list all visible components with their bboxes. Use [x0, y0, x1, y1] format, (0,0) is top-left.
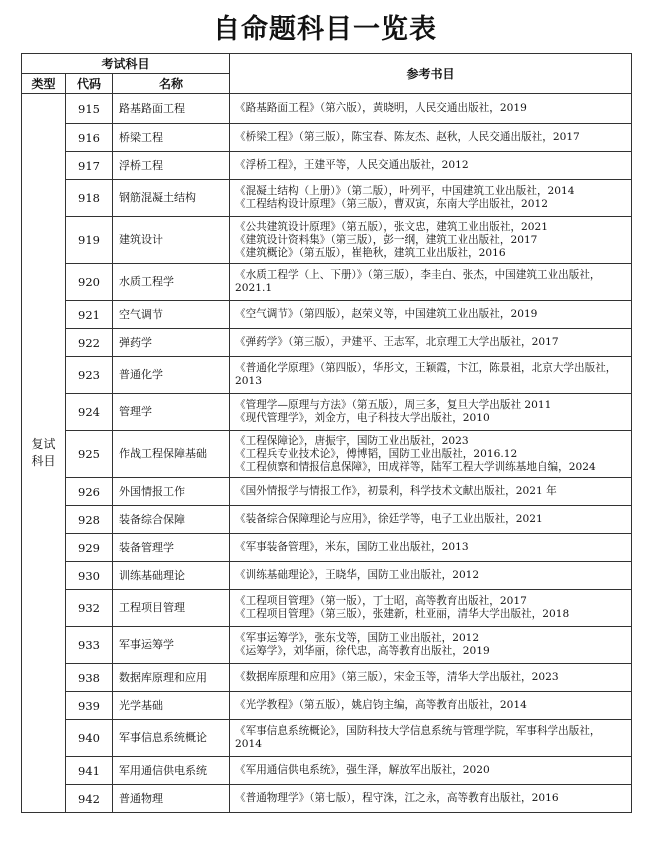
- table-row: [22, 785, 632, 813]
- subject-code: 923: [66, 357, 113, 394]
- table-row: [22, 124, 632, 152]
- table-row: [22, 152, 632, 180]
- reference-book: 《浮桥工程》，王建平等，人民交通出版社，2012: [235, 159, 469, 171]
- subject-name: 普通化学: [113, 357, 230, 394]
- reference-books: [230, 152, 632, 180]
- subject-name: 工程项目管理: [113, 590, 230, 627]
- subject-code: 924: [66, 394, 113, 431]
- subject-table: [21, 53, 632, 813]
- subject-code: 928: [66, 506, 113, 534]
- table-row: [22, 94, 632, 124]
- subject-name: 装备管理学: [113, 534, 230, 562]
- reference-book: 《工程保障论》，唐振宇，国防工业出版社，2023: [235, 434, 469, 447]
- table-row: [22, 757, 632, 785]
- subject-code: 919: [66, 217, 113, 264]
- table-row: [22, 431, 632, 478]
- subject-code: 922: [66, 329, 113, 357]
- reference-book: 《管理学—原理与方法》（第五版），周三多，复旦大学出版社 2011: [235, 399, 552, 411]
- reference-books: [230, 357, 632, 394]
- subject-name: 军事信息系统概论: [113, 720, 230, 757]
- code-header: 代码: [66, 74, 113, 94]
- subject-code: 921: [66, 301, 113, 329]
- subject-name: 钢筋混凝土结构: [113, 180, 230, 217]
- table-row: [22, 478, 632, 506]
- reference-books: [230, 720, 632, 757]
- reference-book: 《建筑设计资料集》（第三版），彭一纲，建筑工业出版社，2017: [235, 233, 538, 246]
- subject-name: 数据库原理和应用: [113, 664, 230, 692]
- subject-name: 弹药学: [113, 329, 230, 357]
- subject-name: 空气调节: [113, 301, 230, 329]
- reference-book: 《混凝土结构（上册）》（第二版），叶列平，中国建筑工业出版社，2014: [235, 185, 575, 197]
- reference-book: 《建筑概论》（第五版），崔艳秋，建筑工业出版社，2016: [235, 246, 506, 259]
- reference-book: 《普通化学原理》（第四版），华彤文，王颖霞，卞江，陈景祖，北京大学出版社，2013: [235, 362, 617, 387]
- subject-code: 932: [66, 590, 113, 627]
- subject-name: 外国情报工作: [113, 478, 230, 506]
- reference-book: 《军事装备管理》，米东，国防工业出版社，2013: [235, 541, 469, 553]
- reference-books: [230, 506, 632, 534]
- table-row: [22, 627, 632, 664]
- reference-book: 《桥梁工程》（第三版），陈宝春、陈友杰、赵秋，人民交通出版社，2017: [235, 131, 580, 143]
- reference-book: 《路基路面工程》（第六版），黄晓明，人民交通出版社，2019: [235, 102, 527, 114]
- reference-books: [230, 301, 632, 329]
- reference-books: [230, 785, 632, 813]
- subject-name: 浮桥工程: [113, 152, 230, 180]
- reference-books: [230, 94, 632, 124]
- subject-code: 926: [66, 478, 113, 506]
- table-row: [22, 180, 632, 217]
- table-row: [22, 720, 632, 757]
- subject-name: 水质工程学: [113, 264, 230, 301]
- subject-code: 920: [66, 264, 113, 301]
- type-header: 类型: [22, 74, 66, 94]
- references-header: 参考书目: [230, 54, 632, 94]
- subject-code: 917: [66, 152, 113, 180]
- subject-name: 军事运筹学: [113, 627, 230, 664]
- reference-book: 《训练基础理论》，王晓华，国防工业出版社，2012: [235, 569, 480, 581]
- name-header: 名称: [113, 74, 230, 94]
- table-row: [22, 357, 632, 394]
- reference-books: [230, 217, 632, 264]
- reference-book: 《装备综合保障理论与应用》，徐廷学等，电子工业出版社，2021: [235, 513, 543, 525]
- reference-book: 《公共建筑设计原理》（第五版），张文忠，建筑工业出版社，2021: [235, 220, 549, 233]
- table-row: [22, 534, 632, 562]
- subject-name: 路基路面工程: [113, 94, 230, 124]
- table-row: [22, 692, 632, 720]
- subject-name: 建筑设计: [113, 217, 230, 264]
- table-row: [22, 264, 632, 301]
- subject-name: 管理学: [113, 394, 230, 431]
- reference-book: 《弹药学》（第三版），尹建平、王志军，北京理工大学出版社，2017: [235, 336, 559, 348]
- exam-subject-header: 考试科目: [22, 54, 230, 74]
- page-title: 自命题科目一览表: [213, 14, 437, 45]
- subject-code: 915: [66, 94, 113, 124]
- reference-book: 《工程项目管理》（第三版），张建新，杜亚丽，清华大学出版社，2018: [235, 608, 570, 620]
- table-row: [22, 301, 632, 329]
- reference-book: 《普通物理学》（第七版），程守洙，江之永，高等教育出版社，2016: [235, 792, 559, 804]
- subject-code: 925: [66, 431, 113, 478]
- reference-books: [230, 478, 632, 506]
- reference-book: 《工程结构设计原理》（第三版），曹双寅，东南大学出版社，2012: [235, 198, 549, 210]
- table-row: [22, 562, 632, 590]
- table-row: [22, 394, 632, 431]
- subject-name: 光学基础: [113, 692, 230, 720]
- reference-book: 《军事运筹学》，张东戈等，国防工业出版社，2012: [235, 632, 480, 644]
- reference-book: 《水质工程学（上、下册）》（第三版），李圭白、张杰，中国建筑工业出版社，2021.1: [235, 269, 601, 294]
- reference-books: [230, 692, 632, 720]
- subject-code: 933: [66, 627, 113, 664]
- category-cell: 复试 科目: [22, 94, 66, 813]
- reference-book: 《国外情报学与情报工作》，初景利，科学技术文献出版社，2021 年: [235, 485, 557, 497]
- subject-name: 军用通信供电系统: [113, 757, 230, 785]
- subject-code: 916: [66, 124, 113, 152]
- table-row: [22, 506, 632, 534]
- reference-books: [230, 757, 632, 785]
- table-row: [22, 329, 632, 357]
- subject-code: 941: [66, 757, 113, 785]
- subject-code: 929: [66, 534, 113, 562]
- reference-book: 《现代管理学》，刘金方，电子科技大学出版社，2010: [235, 412, 490, 424]
- table-row: [22, 217, 632, 264]
- subject-name: 桥梁工程: [113, 124, 230, 152]
- reference-book: 《运筹学》，刘华丽，徐代忠，高等教育出版社，2019: [235, 645, 490, 657]
- subject-name: 普通物理: [113, 785, 230, 813]
- reference-books: [230, 627, 632, 664]
- reference-book: 《军事信息系统概论》，国防科技大学信息系统与管理学院，军事科学出版社，2014: [235, 725, 601, 750]
- reference-book: 《光学教程》（第五版），姚启钧主编，高等教育出版社，2014: [235, 699, 527, 711]
- reference-book: 《数据库原理和应用》（第三版），宋金玉等，清华大学出版社，2023: [235, 671, 559, 683]
- subject-code: 918: [66, 180, 113, 217]
- reference-book: 《工程侦察和情报信息保障》，田成祥等，陆军工程大学训练基地自编，2024: [235, 460, 596, 473]
- reference-books: [230, 534, 632, 562]
- subject-name: 训练基础理论: [113, 562, 230, 590]
- table-row: [22, 590, 632, 627]
- subject-code: 940: [66, 720, 113, 757]
- subject-code: 930: [66, 562, 113, 590]
- subject-name: 作战工程保障基础: [113, 431, 230, 478]
- subject-name: 装备综合保障: [113, 506, 230, 534]
- subject-code: 942: [66, 785, 113, 813]
- subject-code: 939: [66, 692, 113, 720]
- reference-book: 《军用通信供电系统》，强生泽，解放军出版社，2020: [235, 764, 490, 776]
- reference-books: [230, 264, 632, 301]
- reference-book: 《工程项目管理》（第一版），丁士昭，高等教育出版社，2017: [235, 595, 527, 607]
- reference-books: [230, 394, 632, 431]
- reference-books: [230, 590, 632, 627]
- reference-books: [230, 664, 632, 692]
- subject-code: 938: [66, 664, 113, 692]
- reference-books: [230, 562, 632, 590]
- reference-book: 《工程兵专业技术论》，傅博韬，国防工业出版社，2016.12: [235, 447, 518, 460]
- reference-books: [230, 431, 632, 478]
- table-body: [22, 94, 632, 813]
- table-row: [22, 664, 632, 692]
- reference-book: 《空气调节》（第四版），赵荣义等，中国建筑工业出版社，2019: [235, 308, 538, 320]
- reference-books: [230, 180, 632, 217]
- reference-books: [230, 329, 632, 357]
- reference-books: [230, 124, 632, 152]
